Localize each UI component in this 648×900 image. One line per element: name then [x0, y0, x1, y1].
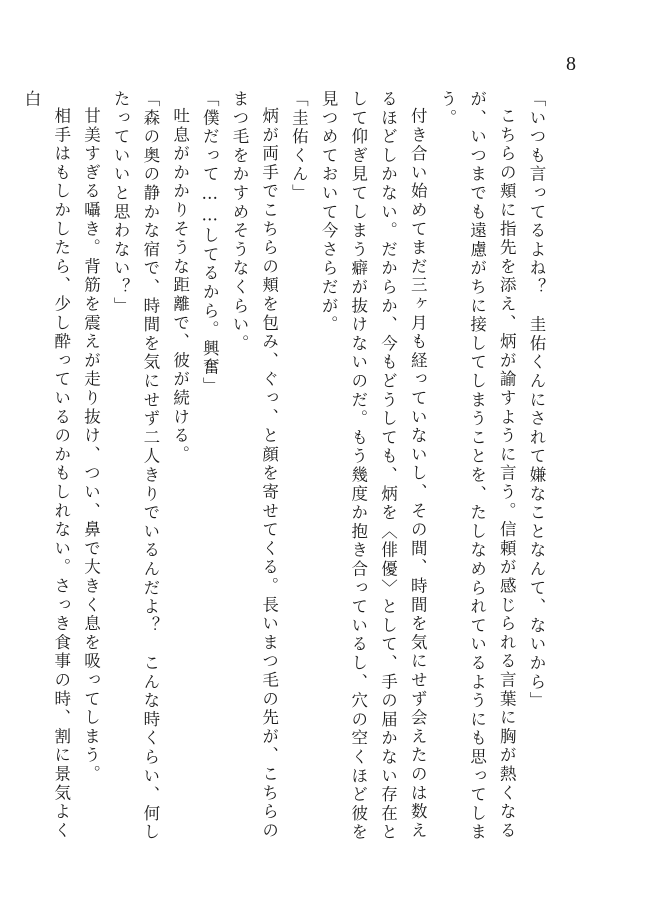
page-number: 8 [566, 53, 576, 75]
dialogue-paragraph: 「圭佑くん」 [289, 90, 309, 203]
narration-paragraph: 付き合い始めてまだ三ヶ月も経っていないし、その間、時間を気にせず会えたのは数えるほどしかない。だからか、今もどうしても、炳を〈俳優〉として、手の届かない存在として仰ぎ見てしまう癖が抜けないのだ。もう幾度か抱き合っているし、穴の空くほど彼を見つめておいて今さらだが。 [319, 90, 428, 842]
narration-paragraph: 炳が両手でこちらの頬を包み、ぐっ、と顔を寄せてくる。長いまつ毛の先が、こちらのまつ毛をかすめそうなくらい。 [229, 90, 279, 840]
dialogue-paragraph: 「僕だって……してるから。興奮」 [200, 90, 220, 396]
narration-paragraph: 相手はもしかしたら、少し酔っているのかもしれない。さっき食事の時、割に景気よく白 [22, 90, 71, 840]
narration-paragraph: 甘美すぎる囁き。背筋を震えが走り抜け、つい、鼻で大きく息を吸ってしまう。 [81, 106, 101, 784]
dialogue-paragraph: 「いつも言ってるよね？ 圭佑くんにされて嫌なことなんて、ないから」 [527, 90, 546, 711]
narration-paragraph: 吐息がかかりそうな距離で、彼が続ける。 [170, 106, 190, 464]
vertical-text-body [22, 90, 551, 850]
narration-paragraph: こちらの頬に指先を添え、炳が諭すように言う。信頼が感じられる言葉に胸が熱くなるが、いつまでも遠慮がちに接してしまうことを、たしなめられているようにも思ってしまう。 [437, 90, 517, 842]
dialogue-paragraph: 「森の奥の静かな宿で、時間を気にせず二人きりでいるんだよ？ こんな時くらい、何したっていいと思わない？」 [111, 90, 160, 842]
